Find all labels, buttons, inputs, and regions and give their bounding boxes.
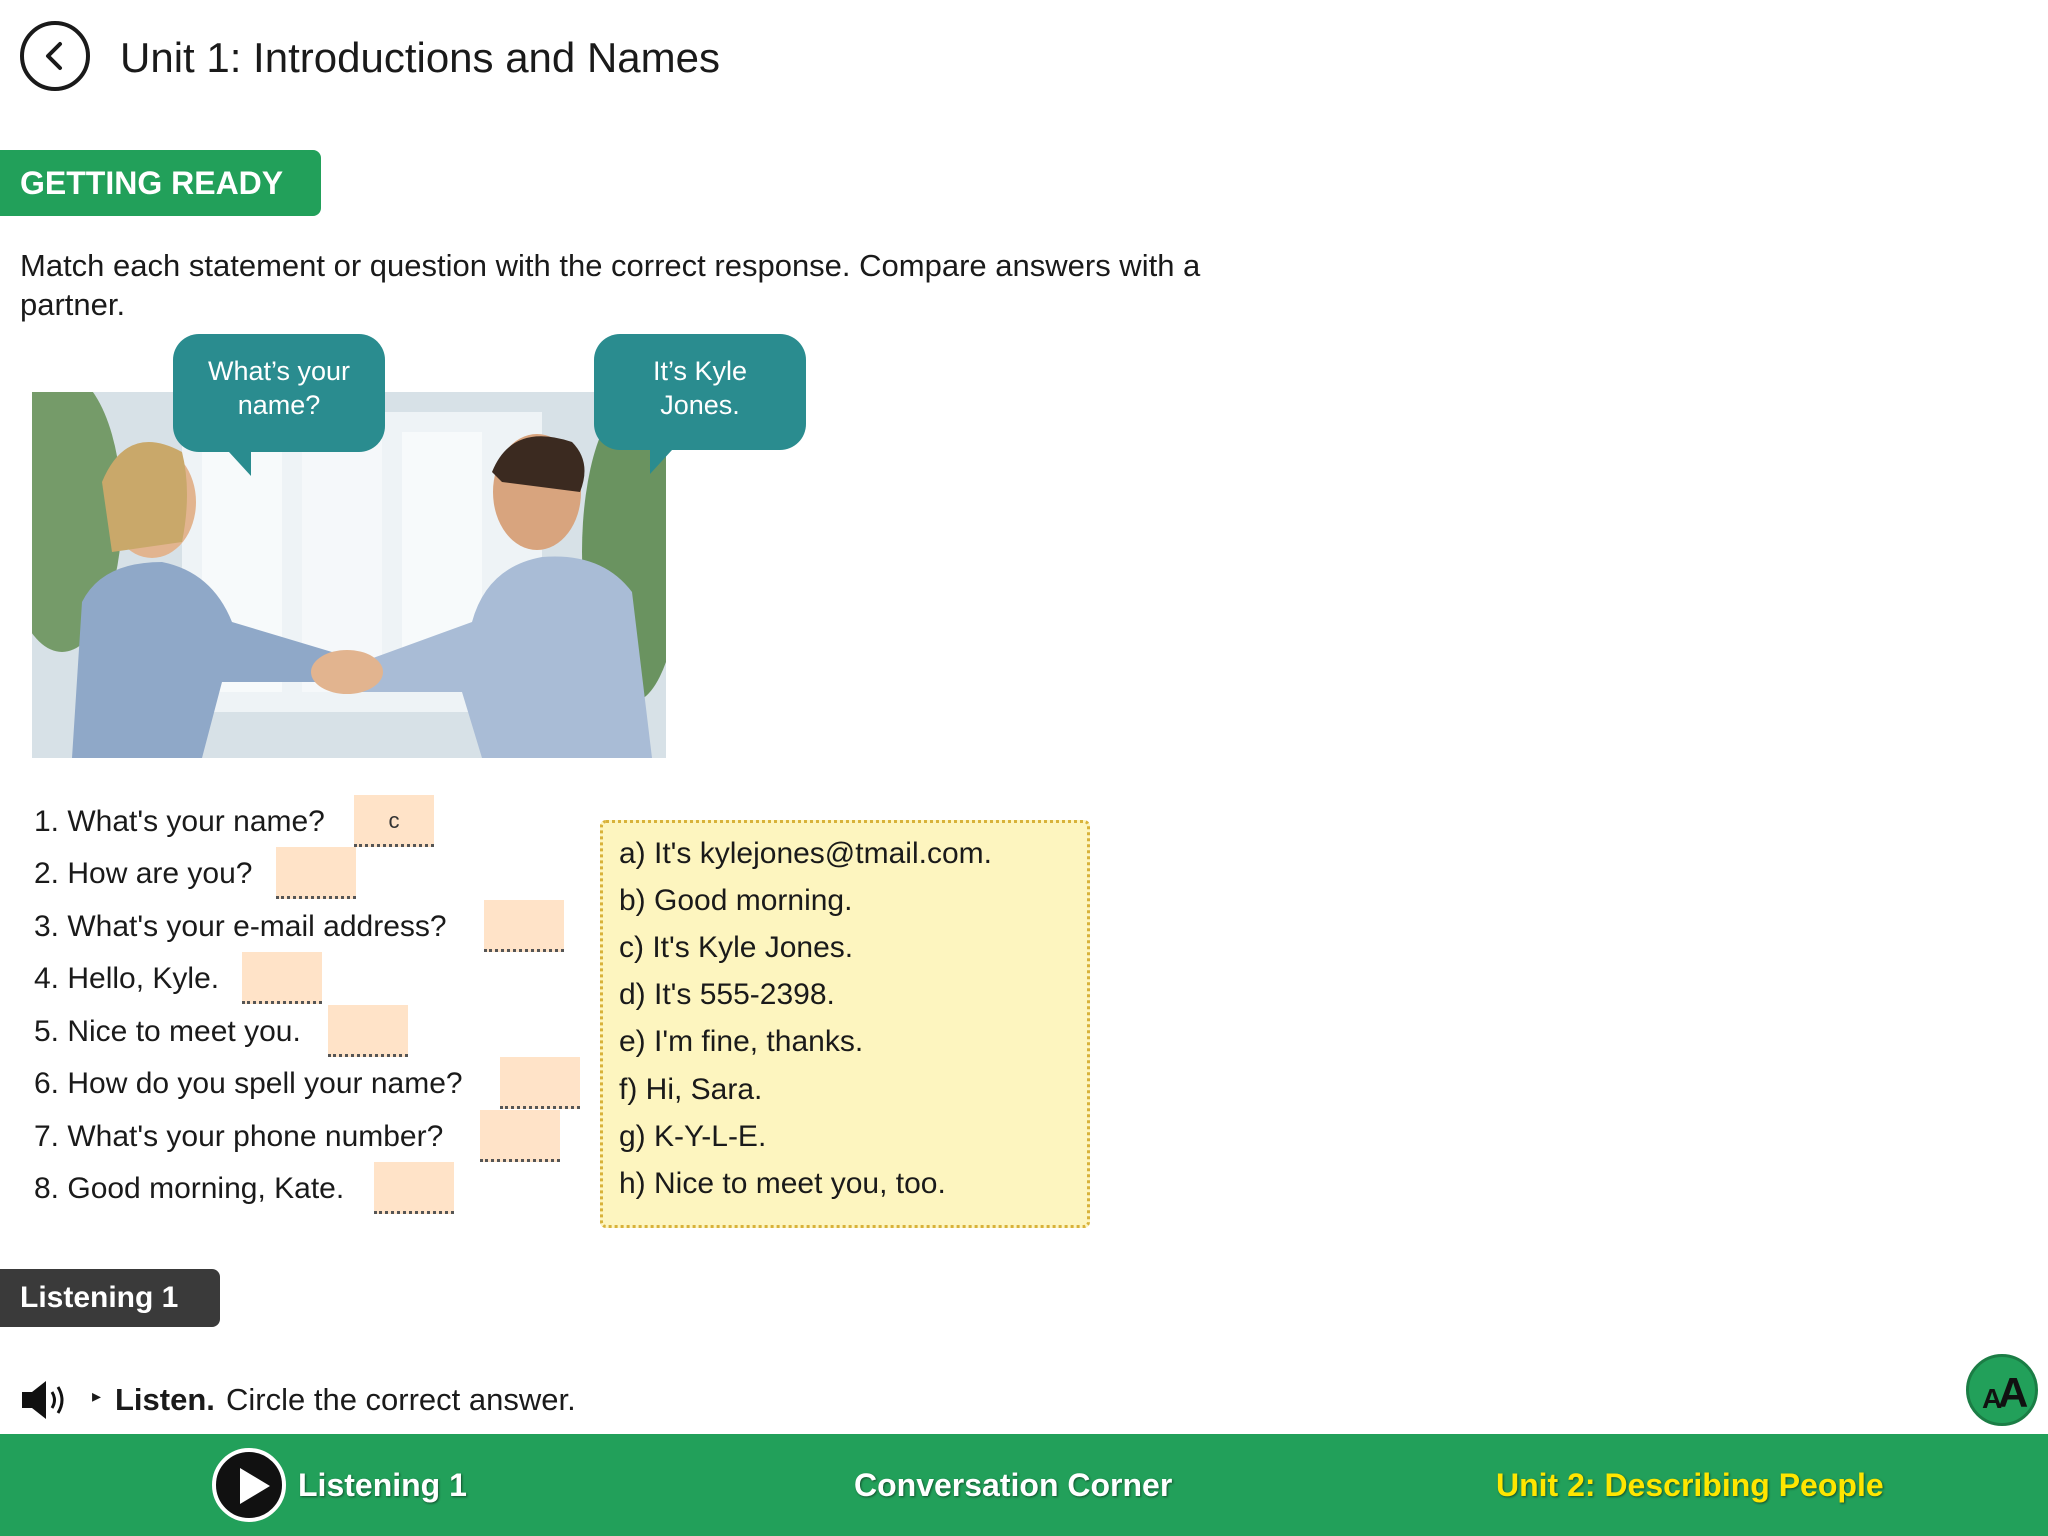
bubble-left-line-2: name? <box>237 390 321 420</box>
footer-link-conversation-corner[interactable]: Conversation Corner <box>854 1467 1173 1503</box>
question-text: 6. How do you spell your name? <box>34 1067 463 1100</box>
question-text: 7. What's your phone number? <box>34 1120 444 1153</box>
option-item: c) It's Kyle Jones. <box>619 931 854 964</box>
option-item: g) K-Y-L-E. <box>619 1120 767 1153</box>
option-item: a) It's kylejones@tmail.com. <box>619 837 992 870</box>
response-options-box <box>600 820 1090 1228</box>
font-size-button[interactable] <box>1966 1354 2038 1426</box>
answer-input[interactable] <box>276 847 356 899</box>
footer-link-next-unit[interactable]: Unit 2: Describing People <box>1496 1467 1884 1503</box>
question-text: 3. What's your e-mail address? <box>34 910 447 943</box>
answer-input[interactable] <box>328 1005 408 1057</box>
question-text: 5. Nice to meet you. <box>34 1015 301 1048</box>
header <box>0 0 2048 120</box>
question-text: 1. What's your name? <box>34 805 325 838</box>
answer-input[interactable] <box>374 1162 454 1214</box>
answer-input[interactable] <box>500 1057 580 1109</box>
chevron-left-icon <box>39 40 71 72</box>
question-text: 8. Good morning, Kate. <box>34 1172 345 1205</box>
play-button[interactable] <box>212 1448 286 1522</box>
answer-input[interactable]: c <box>354 795 434 847</box>
instructions-text: Match each statement or question with the correct response. Compare answers with a partner. <box>20 248 1201 322</box>
answer-input[interactable] <box>484 900 564 952</box>
page-title: Unit 1: Introductions and Names <box>120 34 720 81</box>
bubble-right-line-1: It’s Kyle <box>652 356 748 386</box>
bubble-right-line-2: Jones. <box>660 390 740 420</box>
question-text: 4. Hello, Kyle. <box>34 962 220 995</box>
option-item: e) I'm fine, thanks. <box>619 1025 864 1058</box>
footer-nav <box>0 1434 2048 1536</box>
font-size-big-letter: A <box>1998 1369 2029 1416</box>
illustration <box>32 330 812 760</box>
option-item: b) Good morning. <box>619 884 853 917</box>
speech-bubble-left <box>173 334 385 452</box>
option-item: d) It's 555-2398. <box>619 978 835 1011</box>
speech-bubble-right <box>594 334 806 450</box>
option-item: h) Nice to meet you, too. <box>619 1167 946 1200</box>
arrow-bullet-icon: ▸ <box>92 1386 102 1406</box>
bubble-left-line-1: What’s your <box>207 356 351 386</box>
listen-label: Listen. <box>115 1382 215 1417</box>
section-tag-listening: Listening 1 <box>0 1269 220 1327</box>
section-tag-getting-ready: GETTING READY <box>0 150 321 216</box>
back-button[interactable] <box>20 21 90 91</box>
listen-instruction-text: Circle the correct answer. <box>226 1382 576 1417</box>
answer-input[interactable] <box>242 952 322 1004</box>
footer-link-listening-1[interactable]: Listening 1 <box>298 1467 467 1503</box>
question-text: 2. How are you? <box>34 857 253 890</box>
option-item: f) Hi, Sara. <box>619 1073 763 1106</box>
font-size-small-letter: A <box>1982 1383 2003 1414</box>
play-icon <box>238 1468 272 1504</box>
answer-input[interactable] <box>480 1110 560 1162</box>
speaker-icon[interactable] <box>20 1378 74 1422</box>
